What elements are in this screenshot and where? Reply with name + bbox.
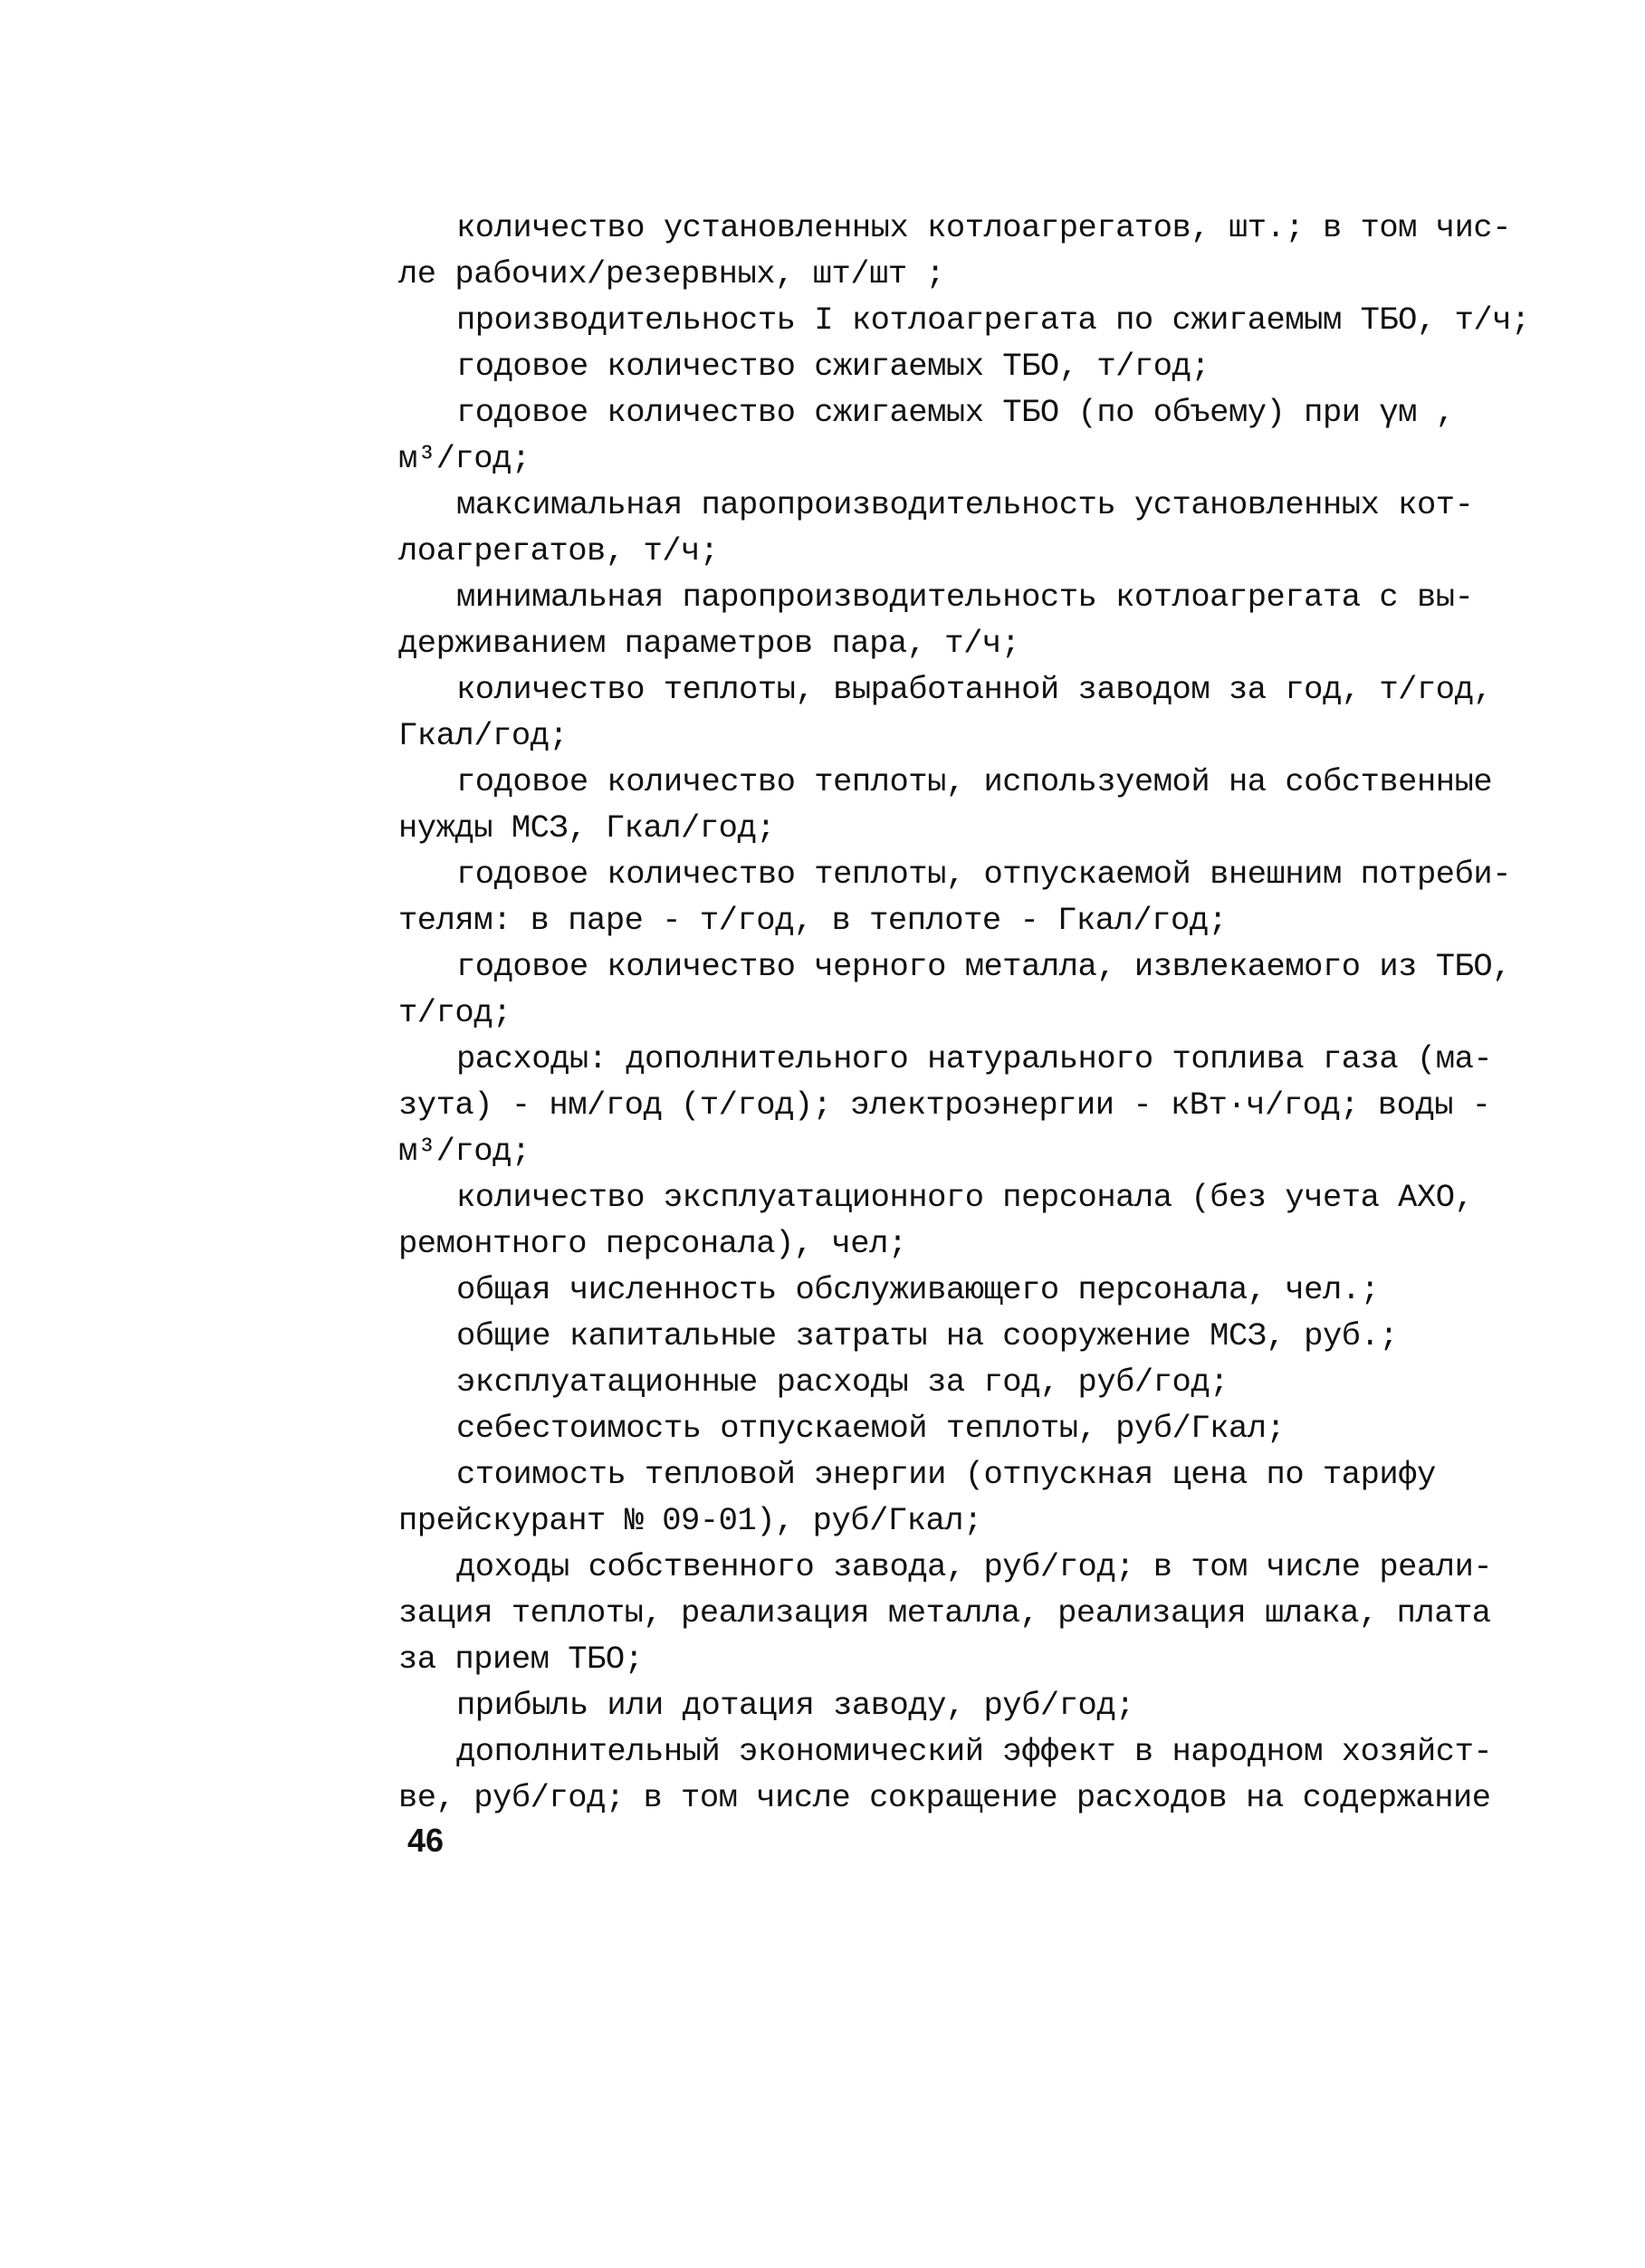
text-line: держиванием параметров пара, т/ч; bbox=[398, 625, 1020, 662]
text-line: т/год; bbox=[398, 994, 512, 1031]
text-line: ле рабочих/резервных, шт/шт ; bbox=[398, 255, 945, 292]
text-line: количество теплоты, выработанной заводом за год, т/год, bbox=[456, 671, 1493, 708]
page-number: 46 bbox=[407, 1822, 445, 1859]
text-line: годовое количество теплоты, отпускаемой внешним потреби- bbox=[456, 856, 1511, 893]
text-line: минимальная паропроизводительность котлоагрегата с вы- bbox=[456, 579, 1474, 616]
text-line: эксплуатационные расходы за год, руб/год; bbox=[456, 1364, 1229, 1401]
text-line: ве, руб/год; в том числе сокращение расходов на содержание bbox=[398, 1779, 1491, 1816]
text-line: годовое количество сжигаемых ТБО, т/год; bbox=[456, 348, 1210, 385]
text-line: м³/год; bbox=[398, 1133, 531, 1170]
text-line: телям: в паре - т/год, в теплоте - Гкал/год; bbox=[398, 902, 1228, 939]
text-line: Гкал/год; bbox=[398, 717, 569, 754]
text-line: доходы собственного завода, руб/год; в том числе реали- bbox=[456, 1548, 1493, 1585]
text-line: за прием ТБО; bbox=[398, 1641, 644, 1678]
text-line: годовое количество теплоты, используемой на собственные bbox=[456, 763, 1493, 800]
text-line: прибыль или дотация заводу, руб/год; bbox=[456, 1687, 1134, 1724]
text-line: максимальная паропроизводительность установленных кот- bbox=[456, 486, 1474, 523]
text-line: дополнительный экономический эффект в народном хозяйст- bbox=[456, 1733, 1493, 1770]
body-text bbox=[398, 205, 1530, 1821]
text-line: зута) - нм/год (т/год); электроэнергии - кВт·ч/год; воды - bbox=[398, 1086, 1491, 1124]
text-line: количество эксплуатационного персонала (без учета АХО, bbox=[456, 1179, 1474, 1216]
text-line: количество установленных котлоагрегатов, шт.; в том чис- bbox=[456, 209, 1511, 246]
text-line: годовое количество сжигаемых ТБО (по объему) при γм , bbox=[456, 394, 1455, 431]
text-line: себестоимость отпускаемой теплоты, руб/Гкал; bbox=[456, 1410, 1286, 1447]
text-line: нужды МСЗ, Гкал/год; bbox=[398, 809, 776, 847]
text-line: расходы: дополнительного натурального топлива газа (ма- bbox=[456, 1040, 1493, 1077]
text-line: лоагрегатов, т/ч; bbox=[398, 532, 719, 569]
text-line: общие капитальные затраты на сооружение МСЗ, руб.; bbox=[456, 1317, 1399, 1354]
text-line: м³/год; bbox=[398, 440, 531, 477]
text-line: ремонтного персонала), чел; bbox=[398, 1225, 907, 1262]
text-line: общая численность обслуживающего персонала, чел.; bbox=[456, 1271, 1380, 1308]
text-line: годовое количество черного металла, извлекаемого из ТБО, bbox=[456, 948, 1511, 985]
text-line: зация теплоты, реализация металла, реализация шлака, плата bbox=[398, 1594, 1491, 1632]
text-line: производительность I котлоагрегата по сжигаемым ТБО, т/ч; bbox=[456, 301, 1530, 339]
text-line: стоимость тепловой энергии (отпускная цена по тарифу bbox=[456, 1456, 1436, 1493]
text-line: прейскурант № 09-01), руб/Гкал; bbox=[398, 1502, 982, 1539]
